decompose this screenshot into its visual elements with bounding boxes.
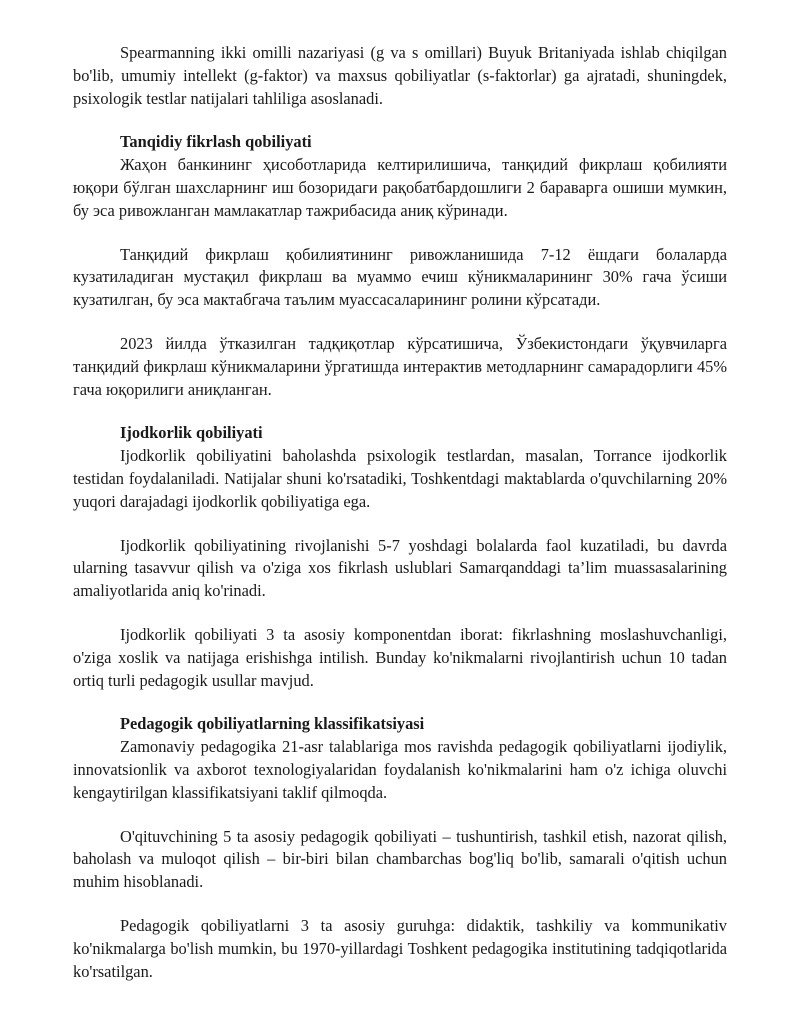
document-page [73, 42, 727, 983]
paragraph-classification-3: Pedagogik qobiliyatlarni 3 ta asosiy guruhga: didaktik, tashkiliy va kommunikativ ko'nikmalarga bo'lish mumkin, bu 1970-yillardagi Toshkent pedagogika institutining tadqiqotlarida ko'rsatilgan. [73, 915, 727, 981]
heading-classification: Pedagogik qobiliyatlarning klassifikatsiyasi [120, 714, 425, 734]
paragraph-critical-1: Жаҳон банкининг ҳисоботларида келтирилишича, танқидий фикрлаш қобилияти юқори бўлган шахсларнинг иш бозоридаги рақобатбардошлиги 2 бараварга ошиши мумкин, бу эса ривожланган мамлакатлар тажрибасида аниқ кўринади. [73, 155, 727, 220]
paragraph-critical-2: Танқидий фикрлаш қобилиятининг ривожланишида 7-12 ёшдаги болаларда кузатиладиган мустақил фикрлаш ва муаммо ечиш кўникмаларининг 30% гача ўсиши кузатилган, бу эса мактабгача таълим муассасаларининг ролини кўрсатади. [73, 244, 727, 310]
paragraph-spearman: Spearmanning ikki omilli nazariyasi (g va s omillari) Buyuk Britaniyada ishlab chiqilgan bo'lib, umumiy intellekt (g-faktor) va maxsus qobiliyatlar (s-faktorlar) ga ajratadi, shuningdek, psixologik testlar natijalari tahliliga asoslanadi. [73, 43, 727, 108]
paragraph-creativity-3: Ijodkorlik qobiliyati 3 ta asosiy komponentdan iborat: fikrlashning moslashuvchanligi, o'ziga xoslik va natijaga erishishga intilish. Bunday ko'nikmalarni rivojlantirish uchun 10 tadan ortiq turli pedagogik usullar mavjud. [73, 624, 727, 690]
paragraph-creativity-2: Ijodkorlik qobiliyatining rivojlanishi 5-7 yoshdagi bolalarda faol kuzatiladi, bu davrda ularning tasavvur qilish va o'ziga xos fikrlash uslublari Samarqanddagi ta’lim muassasalarining amaliyotlarida aniq ko'rinadi. [73, 535, 727, 601]
heading-creativity: Ijodkorlik qobiliyati [120, 423, 263, 443]
paragraph-classification-2: O'qituvchining 5 ta asosiy pedagogik qobiliyati – tushuntirish, tashkil etish, nazorat qilish, baholash va muloqot qilish – bir-biri bilan chambarchas bog'liq bo'lib, samarali o'qitish uchun muhim hisoblanadi. [73, 826, 727, 892]
paragraph-critical-3: 2023 йилда ўтказилган тадқиқотлар кўрсатишича, Ўзбекистондаги ўқувчиларга танқидий фикрлаш кўникмаларини ўргатишда интерактив методларнинг самарадорлиги 45% гача юқорилиги аниқланган. [73, 333, 727, 399]
paragraph-classification-1: Zamonaviy pedagogika 21-asr talablariga mos ravishda pedagogik qobiliyatlarni ijodiylik, innovatsionlik va axborot texnologiyalaridan foydalanish ko'nikmalarini ham o'z ichiga oluvchi kengaytirilgan klassifikatsiyani taklif qilmoqda. [73, 737, 727, 802]
heading-critical-thinking: Tanqidiy fikrlash qobiliyati [120, 132, 312, 152]
paragraph-creativity-1: Ijodkorlik qobiliyatini baholashda psixologik testlardan, masalan, Torrance ijodkorlik testidan foydalaniladi. Natijalar shuni ko'rsatadiki, Toshkentdagi maktablarda o'quvchilarning 20% yuqori darajadagi ijodkorlik qobiliyatiga ega. [73, 446, 727, 511]
